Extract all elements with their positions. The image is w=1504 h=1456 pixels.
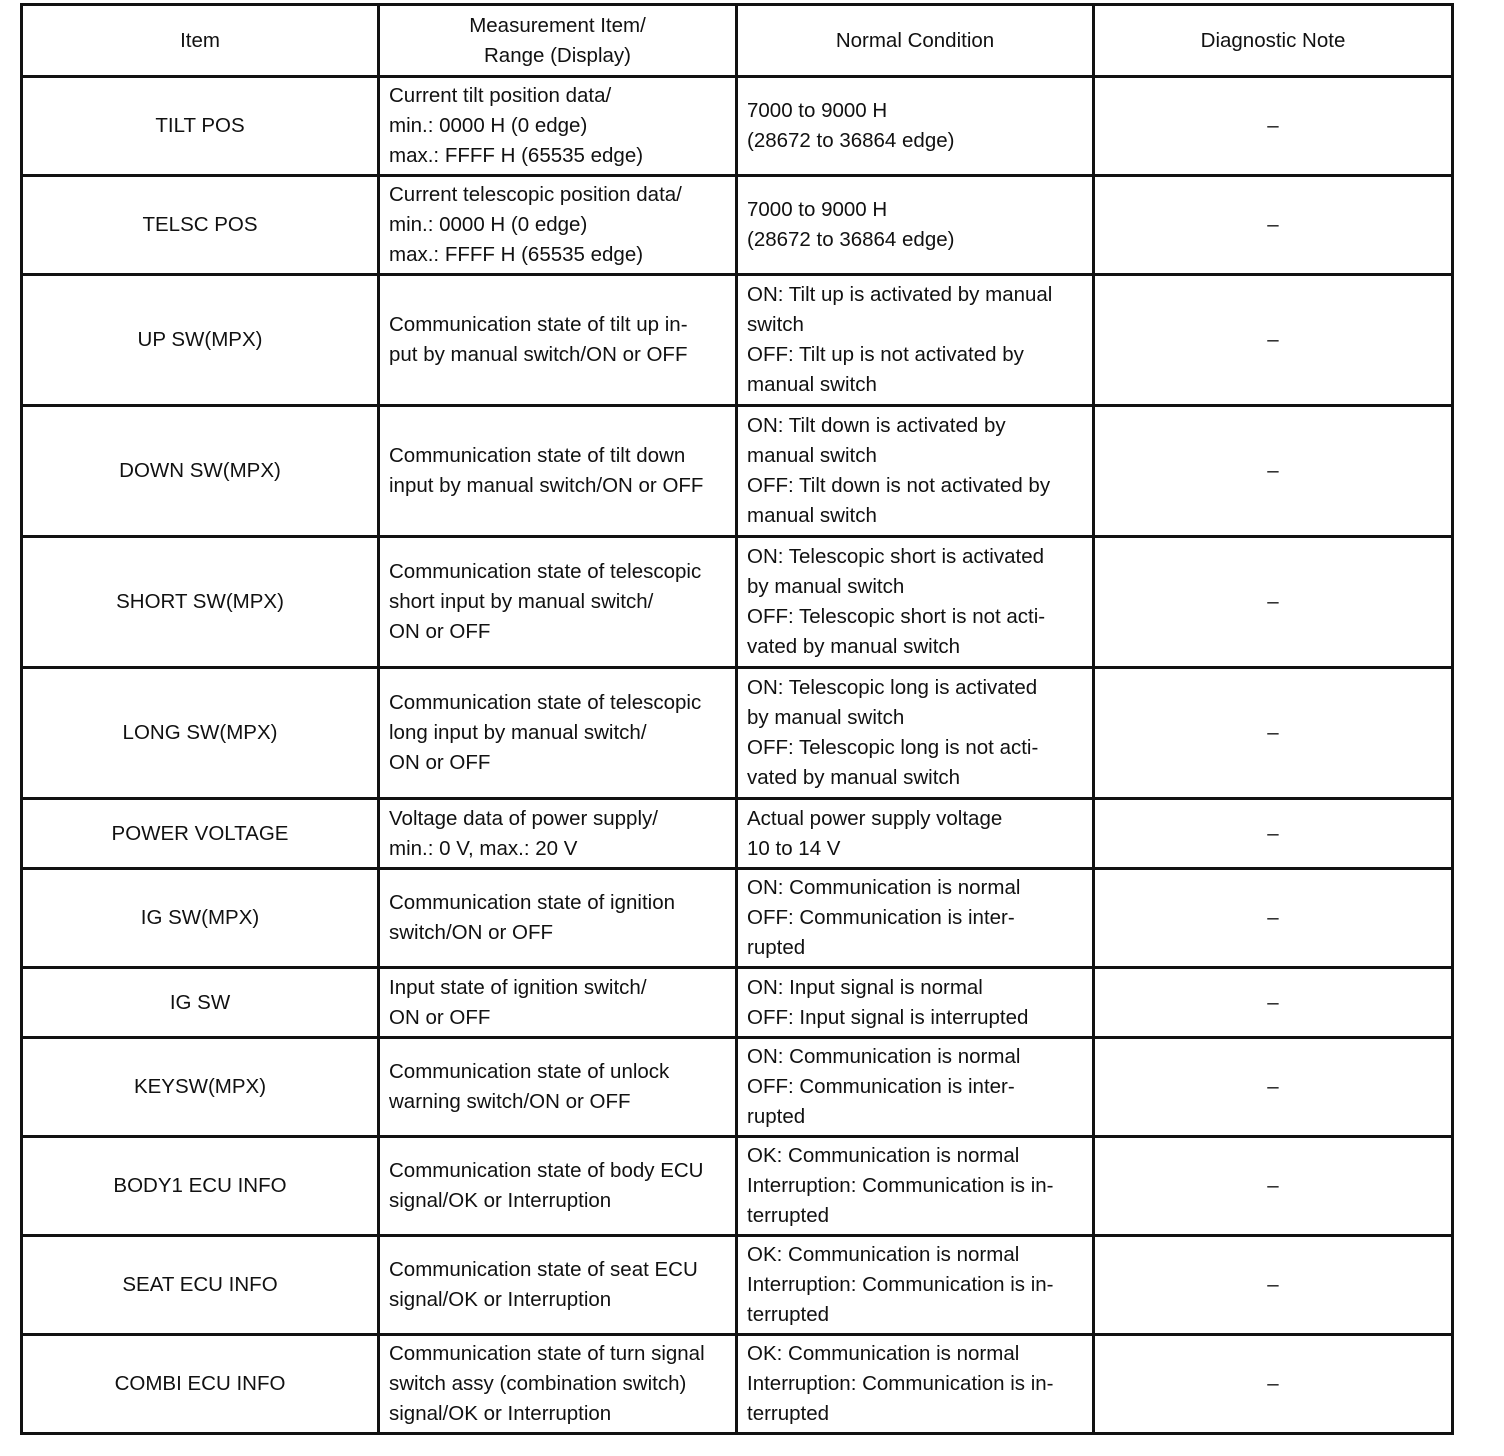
cell-range: Input state of ignition switch/ ON or OFF — [379, 968, 737, 1038]
table-row — [22, 1038, 1453, 1137]
cell-diagnostic-note: – — [1094, 1137, 1453, 1236]
cell-normal-condition: ON: Telescopic short is activated by manual switch OFF: Telescopic short is not acti- vated by manual switch — [737, 537, 1094, 668]
header-item: Item — [22, 5, 379, 77]
cell-item: BODY1 ECU INFO — [22, 1137, 379, 1236]
cell-item: IG SW — [22, 968, 379, 1038]
cell-range: Current telescopic position data/ min.: 0000 H (0 edge) max.: FFFF H (65535 edge) — [379, 176, 737, 275]
header-diagnostic-note: Diagnostic Note — [1094, 5, 1453, 77]
data-list-table — [20, 3, 1454, 1435]
header-range: Measurement Item/ Range (Display) — [379, 5, 737, 77]
cell-diagnostic-note: – — [1094, 77, 1453, 176]
cell-diagnostic-note: – — [1094, 406, 1453, 537]
cell-item: DOWN SW(MPX) — [22, 406, 379, 537]
table-row — [22, 275, 1453, 406]
cell-item: TELSC POS — [22, 176, 379, 275]
cell-normal-condition: OK: Communication is normal Interruption: Communication is in- terrupted — [737, 1137, 1094, 1236]
cell-diagnostic-note: – — [1094, 799, 1453, 869]
table-row — [22, 799, 1453, 869]
cell-normal-condition: 7000 to 9000 H (28672 to 36864 edge) — [737, 176, 1094, 275]
cell-diagnostic-note: – — [1094, 275, 1453, 406]
table-body — [22, 77, 1453, 1434]
cell-item: COMBI ECU INFO — [22, 1335, 379, 1434]
cell-diagnostic-note: – — [1094, 1335, 1453, 1434]
cell-diagnostic-note: – — [1094, 537, 1453, 668]
table-header — [22, 5, 1453, 77]
cell-diagnostic-note: – — [1094, 1236, 1453, 1335]
cell-item: SHORT SW(MPX) — [22, 537, 379, 668]
table-row — [22, 1137, 1453, 1236]
cell-normal-condition: Actual power supply voltage 10 to 14 V — [737, 799, 1094, 869]
cell-item: LONG SW(MPX) — [22, 668, 379, 799]
cell-range: Communication state of telescopic long input by manual switch/ ON or OFF — [379, 668, 737, 799]
cell-range: Communication state of tilt down input by manual switch/ON or OFF — [379, 406, 737, 537]
cell-normal-condition: ON: Telescopic long is activated by manual switch OFF: Telescopic long is not acti- vated by manual switch — [737, 668, 1094, 799]
table-row — [22, 77, 1453, 176]
header-normal-condition: Normal Condition — [737, 5, 1094, 77]
cell-item: POWER VOLTAGE — [22, 799, 379, 869]
cell-normal-condition: OK: Communication is normal Interruption: Communication is in- terrupted — [737, 1236, 1094, 1335]
cell-range: Communication state of tilt up in- put by manual switch/ON or OFF — [379, 275, 737, 406]
cell-range: Voltage data of power supply/ min.: 0 V, max.: 20 V — [379, 799, 737, 869]
cell-item: KEYSW(MPX) — [22, 1038, 379, 1137]
table-row — [22, 668, 1453, 799]
cell-range: Communication state of telescopic short input by manual switch/ ON or OFF — [379, 537, 737, 668]
cell-item: IG SW(MPX) — [22, 869, 379, 968]
cell-range: Communication state of ignition switch/ON or OFF — [379, 869, 737, 968]
cell-range: Communication state of turn signal switch assy (combination switch) signal/OK or Interruption — [379, 1335, 737, 1434]
cell-range: Communication state of body ECU signal/OK or Interruption — [379, 1137, 737, 1236]
cell-item: UP SW(MPX) — [22, 275, 379, 406]
cell-range: Communication state of seat ECU signal/OK or Interruption — [379, 1236, 737, 1335]
cell-normal-condition: ON: Tilt up is activated by manual switch OFF: Tilt up is not activated by manual switch — [737, 275, 1094, 406]
table-row — [22, 869, 1453, 968]
cell-diagnostic-note: – — [1094, 668, 1453, 799]
cell-normal-condition: ON: Communication is normal OFF: Communication is inter- rupted — [737, 1038, 1094, 1137]
table-row — [22, 1335, 1453, 1434]
cell-item: TILT POS — [22, 77, 379, 176]
cell-diagnostic-note: – — [1094, 1038, 1453, 1137]
table-row — [22, 537, 1453, 668]
cell-item: SEAT ECU INFO — [22, 1236, 379, 1335]
cell-diagnostic-note: – — [1094, 176, 1453, 275]
cell-diagnostic-note: – — [1094, 968, 1453, 1038]
cell-range: Communication state of unlock warning switch/ON or OFF — [379, 1038, 737, 1137]
cell-range: Current tilt position data/ min.: 0000 H (0 edge) max.: FFFF H (65535 edge) — [379, 77, 737, 176]
table-row — [22, 176, 1453, 275]
table-row — [22, 406, 1453, 537]
header-row — [22, 5, 1453, 77]
table-row — [22, 968, 1453, 1038]
cell-normal-condition: ON: Tilt down is activated by manual switch OFF: Tilt down is not activated by manual switch — [737, 406, 1094, 537]
table-row — [22, 1236, 1453, 1335]
cell-normal-condition: OK: Communication is normal Interruption: Communication is in- terrupted — [737, 1335, 1094, 1434]
cell-diagnostic-note: – — [1094, 869, 1453, 968]
cell-normal-condition: ON: Communication is normal OFF: Communication is inter- rupted — [737, 869, 1094, 968]
cell-normal-condition: 7000 to 9000 H (28672 to 36864 edge) — [737, 77, 1094, 176]
cell-normal-condition: ON: Input signal is normal OFF: Input signal is interrupted — [737, 968, 1094, 1038]
